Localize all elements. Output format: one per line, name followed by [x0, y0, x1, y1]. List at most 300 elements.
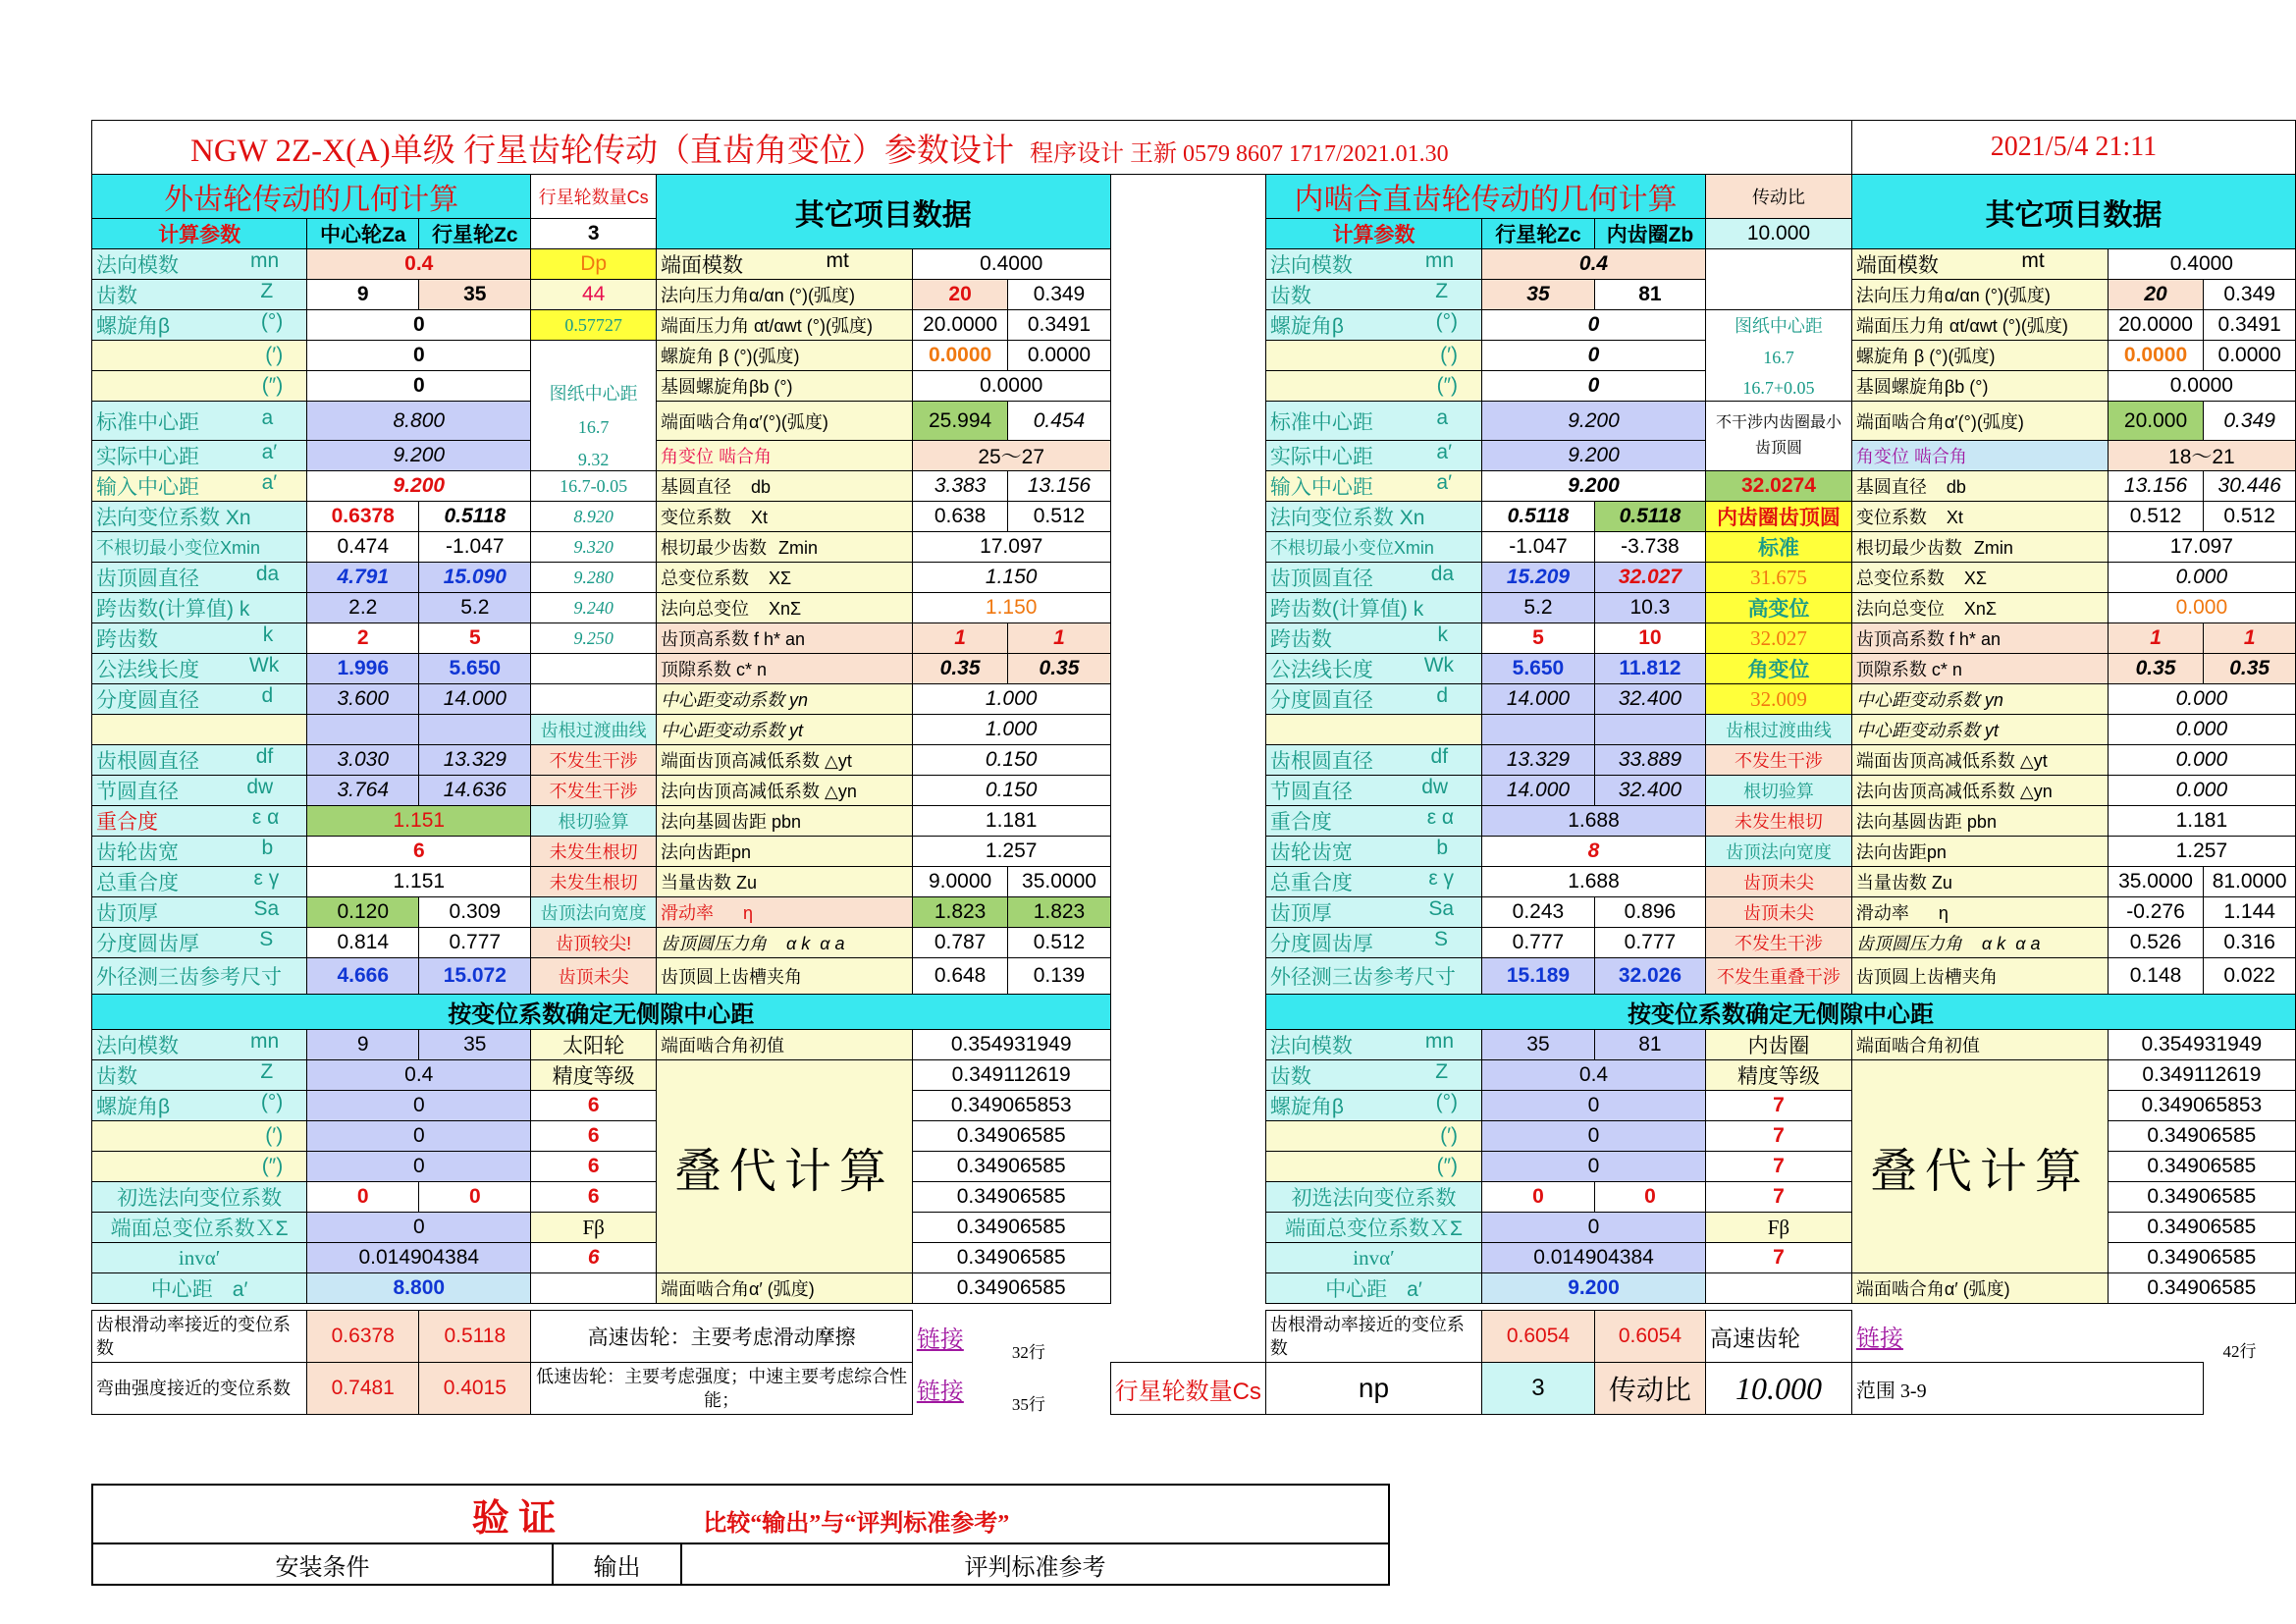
s-label: 分度圆齿厚 S: [92, 928, 307, 958]
da-sun: 4.791: [307, 563, 419, 593]
r-xn-ring[interactable]: 0.5118: [1594, 502, 1705, 532]
b-label: 齿轮齿宽 b: [92, 837, 307, 867]
r-z-planet[interactable]: 35: [1482, 280, 1595, 310]
it-val-7: 0.34906585: [912, 1243, 1110, 1273]
bottom-l2-row: 35行: [1008, 1363, 1110, 1415]
r-status-3: 根切验算: [1705, 776, 1851, 806]
rit-init-b[interactable]: 0: [1594, 1182, 1705, 1213]
r-other-r24-b: 0.022: [2204, 958, 2296, 995]
r-other-r13-label: 齿顶高系数 f h* an: [1851, 623, 2108, 654]
r-other-r2-b: 0.349: [2204, 280, 2296, 310]
df-planet: 13.329: [419, 745, 531, 776]
dc6: 9.280: [531, 563, 657, 593]
planet-count-input[interactable]: 3: [531, 219, 657, 249]
l-other-r15-val: 1.000: [912, 684, 1110, 715]
beta-min-input[interactable]: 0: [307, 341, 531, 371]
s-planet: 0.777: [419, 928, 531, 958]
r-k-planet-input[interactable]: 5: [1482, 623, 1595, 654]
dc4: 8.920: [531, 502, 657, 532]
r-other-r23-b: 0.316: [2204, 928, 2296, 958]
it-beta-min-label: (′): [92, 1121, 307, 1152]
ea-label: 重合度 ε α: [92, 806, 307, 837]
r-mid-v2: 内齿圈齿顶圆: [1705, 502, 1851, 532]
kcalc-label: 跨齿数(计算值) k: [92, 593, 307, 623]
r-k-label: 跨齿数 k: [1265, 623, 1481, 654]
it-total: 0: [307, 1213, 531, 1243]
wk-planet: 5.650: [419, 654, 531, 684]
r-other-r14-a[interactable]: 0.35: [2108, 654, 2204, 684]
rit-z-label: 齿数 Z: [1265, 1060, 1481, 1091]
bottom-r1-note: 高速齿轮: [1705, 1311, 1851, 1363]
r-other-r4-label: 螺旋角 β (°)(弧度): [1851, 341, 2108, 371]
r-dw-planet: 14.000: [1482, 776, 1595, 806]
rit-mn-b: 81: [1594, 1030, 1705, 1060]
r-z-ring[interactable]: 81: [1594, 280, 1705, 310]
it-center: 8.800: [307, 1273, 531, 1304]
it-val-6: 0.34906585: [912, 1213, 1110, 1243]
r-beta-sec-input[interactable]: 0: [1482, 371, 1706, 402]
link-32[interactable]: 链接: [916, 1326, 964, 1353]
r-z-label: 齿数 Z: [1265, 280, 1481, 310]
r-ea-value: 1.688: [1482, 806, 1706, 837]
verify-col-output: 输出: [553, 1543, 681, 1585]
z-sun-input[interactable]: 9: [307, 280, 419, 310]
it-val-3: 0.34906585: [912, 1121, 1110, 1152]
rit-fb-label: Fβ: [1705, 1213, 1851, 1243]
r-drawing-center: 图纸中心距 16.7 16.7+0.05: [1705, 310, 1851, 402]
r-df-ring: 33.889: [1594, 745, 1705, 776]
r-other-r13-b[interactable]: 1: [2204, 623, 2296, 654]
mn-input[interactable]: 0.4: [307, 249, 531, 280]
rit-center: 9.200: [1482, 1273, 1706, 1304]
dc8: 9.250: [531, 623, 657, 654]
sa-planet: 0.309: [419, 897, 531, 928]
bottom-r1-b: 0.6054: [1594, 1311, 1705, 1363]
l-status-6: 未发生根切: [531, 867, 657, 897]
bottom-l2-label: 弯曲强度接近的变位系数: [92, 1363, 307, 1415]
l-other-r12-label: 法向总变位 XnΣ: [656, 593, 912, 623]
r-other-r1-label: 端面模数 mt: [1851, 249, 2108, 280]
l-other-r3-b: 0.3491: [1008, 310, 1110, 341]
rit-val-1: 0.349112619: [2108, 1060, 2295, 1091]
r-sa-label: 齿顶厚 Sa: [1265, 897, 1481, 928]
outer-sun: 4.666: [307, 958, 419, 995]
l-other-r21-b: 35.0000: [1008, 867, 1110, 897]
l-other-r13-b[interactable]: 1: [1008, 623, 1110, 654]
r-mid-note: 不干涉内齿圈最小齿顶圆: [1705, 402, 1851, 471]
r-other-r18-label: 法向齿顶高减低系数 △yn: [1851, 776, 2108, 806]
l-other-r2-a[interactable]: 20: [912, 280, 1008, 310]
r-eg-label: 总重合度 ε γ: [1265, 867, 1481, 897]
it-mn-a: 9: [307, 1030, 419, 1060]
rit-grade-2[interactable]: 7: [1705, 1121, 1851, 1152]
r-other-r2-a[interactable]: 20: [2108, 280, 2204, 310]
r-mid-v5: 高变位: [1705, 593, 1851, 623]
it-z: 0.4: [307, 1060, 531, 1091]
it-fb-label: Fβ: [531, 1213, 657, 1243]
r-other-r10-label: 根切最少齿数 Zmin: [1851, 532, 2108, 563]
r-other-r17-label: 端面齿顶高减低系数 △yt: [1851, 745, 2108, 776]
l-other-r4-a: 0.0000: [912, 341, 1008, 371]
rit-grade-1[interactable]: 7: [1705, 1091, 1851, 1121]
rit-fb[interactable]: 7: [1705, 1243, 1851, 1273]
link-42[interactable]: 链接: [1855, 1326, 1903, 1353]
bottom-ratio: 10.000: [1705, 1363, 1851, 1415]
r-iter-calc-label: 叠代计算: [1851, 1060, 2108, 1273]
l-other-r7-val: 25～27: [912, 441, 1110, 471]
r-other-r3-b: 0.3491: [2204, 310, 2296, 341]
verify-title: 验 证: [471, 1497, 557, 1540]
r-other-r9-b: 0.512: [2204, 502, 2296, 532]
z-planet-input[interactable]: 35: [419, 280, 531, 310]
bottom-np[interactable]: 3: [1482, 1363, 1595, 1415]
r-other-r16-val: 0.000: [2108, 715, 2295, 745]
l-other-r16-label: 中心距变动系数 yt: [656, 715, 912, 745]
verify-col-install: 安装条件: [92, 1543, 553, 1585]
r-beta-sec-label: (″): [1265, 371, 1481, 402]
r-other-r10-val: 17.097: [2108, 532, 2295, 563]
it-grade-2[interactable]: 6: [531, 1121, 657, 1152]
col-planet-gear: 行星轮Zc: [419, 219, 531, 249]
l-other-r9-label: 变位系数 Xt: [656, 502, 912, 532]
r-outer-ring: 32.026: [1594, 958, 1705, 995]
l-other-r23-b: 0.512: [1008, 928, 1110, 958]
left-section-title: 外齿轮传动的几何计算: [92, 175, 531, 219]
r-other-r22-a: -0.276: [2108, 897, 2204, 928]
r-other-r17-val: 0.000: [2108, 745, 2295, 776]
r-s-ring: 0.777: [1594, 928, 1705, 958]
rit-grade-label: 精度等级: [1705, 1060, 1851, 1091]
r-other-r11-label: 总变位系数 XΣ: [1851, 563, 2108, 593]
r-kcalc-ring: 10.3: [1594, 593, 1705, 623]
l-status-8: 齿顶较尖!: [531, 928, 657, 958]
r-sa-planet: 0.243: [1482, 897, 1595, 928]
it-beta-deg: 0: [307, 1091, 531, 1121]
rit-inv: 0.014904384: [1482, 1243, 1706, 1273]
it-beta-min: 0: [307, 1121, 531, 1152]
rit-val-2: 0.349065853: [2108, 1091, 2295, 1121]
bottom-r1-row: 42行: [2108, 1311, 2295, 1363]
l-other-r2-label: 法向压力角α/αn (°)(弧度): [656, 280, 912, 310]
l-other-r18-label: 法向齿顶高减低系数 △yn: [656, 776, 912, 806]
r-beta-min-input[interactable]: 0: [1482, 341, 1706, 371]
r-other-r23-label: 齿顶圆压力角 α k α a: [1851, 928, 2108, 958]
it-init-angle-label: 端面啮合角初值: [656, 1030, 912, 1060]
bottom-range: 范围 3-9: [1851, 1363, 2203, 1415]
r-mid-v7: 角变位: [1705, 654, 1851, 684]
l-other-r4-label: 螺旋角 β (°)(弧度): [656, 341, 912, 371]
dw-planet: 14.636: [419, 776, 531, 806]
r-other-r7-val: 18～21: [2108, 441, 2295, 471]
calc-sheet: [91, 120, 2296, 1415]
dw-label: 节圆直径 dw: [92, 776, 307, 806]
page-subtitle: 程序设计 王新 0579 8607 1717/2021.01.30: [1030, 140, 1449, 167]
ratio-label: 传动比: [1705, 175, 1851, 219]
l-other-r8-label: 基圆直径 db: [656, 471, 912, 502]
rit-z: 0.4: [1482, 1060, 1706, 1091]
rit-gear: 内齿圈: [1705, 1030, 1851, 1060]
l-other-r10-val: 17.097: [912, 532, 1110, 563]
r-mid-v4: 31.675: [1705, 563, 1851, 593]
title-cell: [92, 121, 1852, 175]
beta-deg-input[interactable]: 0: [307, 310, 531, 341]
it-init-label: 初选法向变位系数: [92, 1182, 307, 1213]
it-val-1: 0.349112619: [912, 1060, 1110, 1091]
it-beta-label: 螺旋角β (°): [92, 1091, 307, 1121]
r-other-r22-label: 滑动率 η: [1851, 897, 2108, 928]
rit-final-angle-label: 端面啮合角α′ (弧度): [1851, 1273, 2108, 1304]
rit-init-a[interactable]: 0: [1482, 1182, 1595, 1213]
r-col-ring-gear: 内齿圈Zb: [1594, 219, 1705, 249]
r-other-r15-val: 0.000: [2108, 684, 2295, 715]
l-other-r14-b[interactable]: 0.35: [1008, 654, 1110, 684]
page-title: NGW 2Z-X(A)单级 行星齿轮传动（直齿角变位）参数设计: [190, 133, 1015, 169]
bottom-r1-a: 0.6054: [1482, 1311, 1595, 1363]
r-other-r11-val: 0.000: [2108, 563, 2295, 593]
r-other-r24-label: 齿顶圆上齿槽夹角: [1851, 958, 2108, 995]
it-mn-b: 35: [419, 1030, 531, 1060]
bottom-l1-note: 高速齿轮：主要考虑滑动摩擦: [531, 1311, 912, 1363]
r-mid-v8: 32.009: [1705, 684, 1851, 715]
rit-beta-sec: 0: [1482, 1152, 1706, 1182]
l-iter-title: 按变位系数确定无侧隙中心距: [92, 995, 1111, 1030]
l-other-r17-val: 0.150: [912, 745, 1110, 776]
r-outer-planet: 15.189: [1482, 958, 1595, 995]
l-other-r8-b: 13.156: [1008, 471, 1110, 502]
ea-value: 1.151: [307, 806, 531, 837]
r-mid-v3: 标准: [1705, 532, 1851, 563]
in-center-input[interactable]: 9.200: [307, 471, 531, 502]
l-status-2: 不发生干涉: [531, 745, 657, 776]
l-other-r6-a: 25.994: [912, 402, 1008, 441]
rit-val-6: 0.34906585: [2108, 1213, 2295, 1243]
dc7: 9.240: [531, 593, 657, 623]
r-wk-ring: 11.812: [1594, 654, 1705, 684]
it-val-8: 0.34906585: [912, 1273, 1110, 1304]
da-planet: 15.090: [419, 563, 531, 593]
r-other-r8-label: 基圆直径 db: [1851, 471, 2108, 502]
r-k-ring-input[interactable]: 10: [1594, 623, 1705, 654]
l-other-r14-a[interactable]: 0.35: [912, 654, 1008, 684]
r-other-r6-label: 端面啮合角α′(°)(弧度): [1851, 402, 2108, 441]
r-xmin-planet: -1.047: [1482, 532, 1595, 563]
verify-col-reference: 评判标准参考: [681, 1543, 1389, 1585]
it-z-label: 齿数 Z: [92, 1060, 307, 1091]
xn-sun-input[interactable]: 0.6378: [307, 502, 419, 532]
r-in-center-label: 输入中心距 a′: [1265, 471, 1481, 502]
r-df-label: 齿根圆直径 df: [1265, 745, 1481, 776]
right-section-title: 内啮合直齿轮传动的几何计算: [1265, 175, 1705, 219]
rit-total: 0: [1482, 1213, 1706, 1243]
rit-mn-a: 35: [1482, 1030, 1595, 1060]
r-status-5: 齿顶法向宽度: [1705, 837, 1851, 867]
b-input[interactable]: 6: [307, 837, 531, 867]
rit-beta-sec-label: (″): [1265, 1152, 1481, 1182]
df-label: 齿根圆直径 df: [92, 745, 307, 776]
r-other-r22-b: 1.144: [2204, 897, 2296, 928]
r-wk-planet: 5.650: [1482, 654, 1595, 684]
xn-planet-input[interactable]: 0.5118: [419, 502, 531, 532]
beta-sec-input[interactable]: 0: [307, 371, 531, 402]
sa-label: 齿顶厚 Sa: [92, 897, 307, 928]
r-status-8: 不发生干涉: [1705, 928, 1851, 958]
r-other-r6-a: 20.000: [2108, 402, 2204, 441]
r-beta-deg-input[interactable]: 0: [1482, 310, 1706, 341]
rit-val-8: 0.34906585: [2108, 1273, 2295, 1304]
verify-subtitle: 比较“输出”与“评判标准参考”: [703, 1510, 1010, 1537]
xn-label: 法向变位系数 Xn: [92, 502, 307, 532]
it-inv-label: invα′: [92, 1243, 307, 1273]
rit-val-5: 0.34906585: [2108, 1182, 2295, 1213]
verify-title-cell: [92, 1485, 1389, 1543]
l-status-1: 齿根过渡曲线: [531, 715, 657, 745]
it-center-label: 中心距 a′: [92, 1273, 307, 1304]
l-other-r20-val: 1.257: [912, 837, 1110, 867]
std-center-value: 8.800: [307, 402, 531, 441]
r-other-r19-label: 法向基圆齿距 pbn: [1851, 806, 2108, 837]
rit-mn-label: 法向模数 mn: [1265, 1030, 1481, 1060]
it-init-b[interactable]: 0: [419, 1182, 531, 1213]
r-xmin-label: 不根切最小变位Xmin: [1265, 532, 1481, 563]
it-init-a[interactable]: 0: [307, 1182, 419, 1213]
r-other-r14-b[interactable]: 0.35: [2204, 654, 2296, 684]
it-total-label: 端面总变位系数ＸΣ: [92, 1213, 307, 1243]
r-other-r12-label: 法向总变位 XnΣ: [1851, 593, 2108, 623]
r-status-2: 不发生干涉: [1705, 745, 1851, 776]
l-other-r19-val: 1.181: [912, 806, 1110, 837]
bottom-l2-note: 低速齿轮：主要考虑强度；中速主要考虑综合性能；: [531, 1363, 912, 1415]
r-act-center-value: 9.200: [1482, 441, 1706, 471]
bottom-l1-b: 0.5118: [419, 1311, 531, 1363]
r-calc-params-label: 计算参数: [1265, 219, 1481, 249]
bottom-r1-link: [1851, 1311, 2108, 1363]
rit-init-angle-label: 端面啮合角初值: [1851, 1030, 2108, 1060]
it-grade-1[interactable]: 6: [531, 1091, 657, 1121]
r-status-1: 齿根过渡曲线: [1705, 715, 1851, 745]
r-other-r2-label: 法向压力角α/αn (°)(弧度): [1851, 280, 2108, 310]
r-kcalc-planet: 5.2: [1482, 593, 1595, 623]
r-outer-label: 外径测三齿参考尺寸: [1265, 958, 1481, 995]
r-beta-deg-label: 螺旋角β (°): [1265, 310, 1481, 341]
it-final-angle-label: 端面啮合角α′ (弧度): [656, 1273, 912, 1304]
it-val-5: 0.34906585: [912, 1182, 1110, 1213]
r-other-r9-a: 0.512: [2108, 502, 2204, 532]
k-planet-input[interactable]: 5: [419, 623, 531, 654]
l-other-r9-b: 0.512: [1008, 502, 1110, 532]
r-other-r12-val: 0.000: [2108, 593, 2295, 623]
r-status-7: 齿顶未尖: [1705, 897, 1851, 928]
l-other-r11-val: 1.150: [912, 563, 1110, 593]
r-dw-label: 节圆直径 dw: [1265, 776, 1481, 806]
it-beta-sec-label: (″): [92, 1152, 307, 1182]
rit-grade-3[interactable]: 7: [1705, 1152, 1851, 1182]
l-other-r21-label: 当量齿数 Zu: [656, 867, 912, 897]
l-other-r23-a: 0.787: [912, 928, 1008, 958]
rit-beta-min: 0: [1482, 1121, 1706, 1152]
link-35[interactable]: 链接: [916, 1378, 964, 1405]
it-grade-4[interactable]: 6: [531, 1182, 657, 1213]
beta-min-label: (′): [92, 341, 307, 371]
bottom-l2-link: [912, 1363, 1008, 1415]
r-other-r21-b: 81.0000: [2204, 867, 2296, 897]
r-other-r13-a[interactable]: 1: [2108, 623, 2204, 654]
it-beta-sec: 0: [307, 1152, 531, 1182]
k-sun-input[interactable]: 2: [307, 623, 419, 654]
r-wk-label: 公法线长度 Wk: [1265, 654, 1481, 684]
l-other-r24-b: 0.139: [1008, 958, 1110, 995]
r-col-planet-gear: 行星轮Zc: [1482, 219, 1595, 249]
k-label: 跨齿数 k: [92, 623, 307, 654]
l-other-r11-label: 总变位系数 XΣ: [656, 563, 912, 593]
l-other-r4-b: 0.0000: [1008, 341, 1110, 371]
r-other-r15-label: 中心距变动系数 yn: [1851, 684, 2108, 715]
r-b-input[interactable]: 8: [1482, 837, 1706, 867]
datetime: 2021/5/4 21:11: [1851, 121, 2295, 175]
right-other-title: 其它项目数据: [1851, 175, 2295, 249]
it-val-4: 0.34906585: [912, 1152, 1110, 1182]
l-other-r20-label: 法向齿距pn: [656, 837, 912, 867]
wk-sun: 1.996: [307, 654, 419, 684]
r-in-center-input[interactable]: 9.200: [1482, 471, 1706, 502]
it-val-0: 0.354931949: [912, 1030, 1110, 1060]
it-inv: 0.014904384: [307, 1243, 531, 1273]
rit-center-label: 中心距 a′: [1265, 1273, 1481, 1304]
it-grade-3[interactable]: 6: [531, 1152, 657, 1182]
it-gear: 太阳轮: [531, 1030, 657, 1060]
r-other-r6-b: 0.349: [2204, 402, 2296, 441]
r-mn-input[interactable]: 0.4: [1482, 249, 1706, 280]
outer-planet: 15.072: [419, 958, 531, 995]
l-other-r14-label: 顶隙系数 c* n: [656, 654, 912, 684]
r-other-r16-label: 中心距变动系数 yt: [1851, 715, 2108, 745]
l-other-r13-a[interactable]: 1: [912, 623, 1008, 654]
rit-beta-min-label: (′): [1265, 1121, 1481, 1152]
l-other-r23-label: 齿顶圆压力角 α k α a: [656, 928, 912, 958]
rit-beta-label: 螺旋角β (°): [1265, 1091, 1481, 1121]
r-other-r8-b: 30.446: [2204, 471, 2296, 502]
l-status-5: 未发生根切: [531, 837, 657, 867]
r-other-r24-a: 0.148: [2108, 958, 2204, 995]
col-sun-gear: 中心轮Za: [307, 219, 419, 249]
l-other-r24-a: 0.648: [912, 958, 1008, 995]
r-other-r23-a: 0.526: [2108, 928, 2204, 958]
r-beta-min-label: (′): [1265, 341, 1481, 371]
bottom-l2-b: 0.4015: [419, 1363, 531, 1415]
kcalc-planet: 5.2: [419, 593, 531, 623]
r-other-r18-val: 0.000: [2108, 776, 2295, 806]
bottom-l1-a: 0.6378: [307, 1311, 419, 1363]
rit-grade-4[interactable]: 7: [1705, 1182, 1851, 1213]
bottom-r2-label: 行星轮数量Cs: [1110, 1363, 1265, 1415]
beta-sec-label: (″): [92, 371, 307, 402]
act-center-value: 9.200: [307, 441, 531, 471]
r-b-label: 齿轮齿宽 b: [1265, 837, 1481, 867]
df-sun: 3.030: [307, 745, 419, 776]
l-other-r15-label: 中心距变动系数 yn: [656, 684, 912, 715]
d-planet: 14.000: [419, 684, 531, 715]
r-s-label: 分度圆齿厚 S: [1265, 928, 1481, 958]
dc5: 9.320: [531, 532, 657, 563]
r-act-center-label: 实际中心距 a′: [1265, 441, 1481, 471]
it-fb[interactable]: 6: [531, 1243, 657, 1273]
l-status-3: 不发生干涉: [531, 776, 657, 806]
r-mid-v6: 32.027: [1705, 623, 1851, 654]
dw-sun: 3.764: [307, 776, 419, 806]
l-other-r2-b: 0.349: [1008, 280, 1110, 310]
mn-label: 法向模数 mn: [92, 249, 307, 280]
r-xn-planet[interactable]: 0.5118: [1482, 502, 1595, 532]
l-other-r5-label: 基圆螺旋角βb (°): [656, 371, 912, 402]
